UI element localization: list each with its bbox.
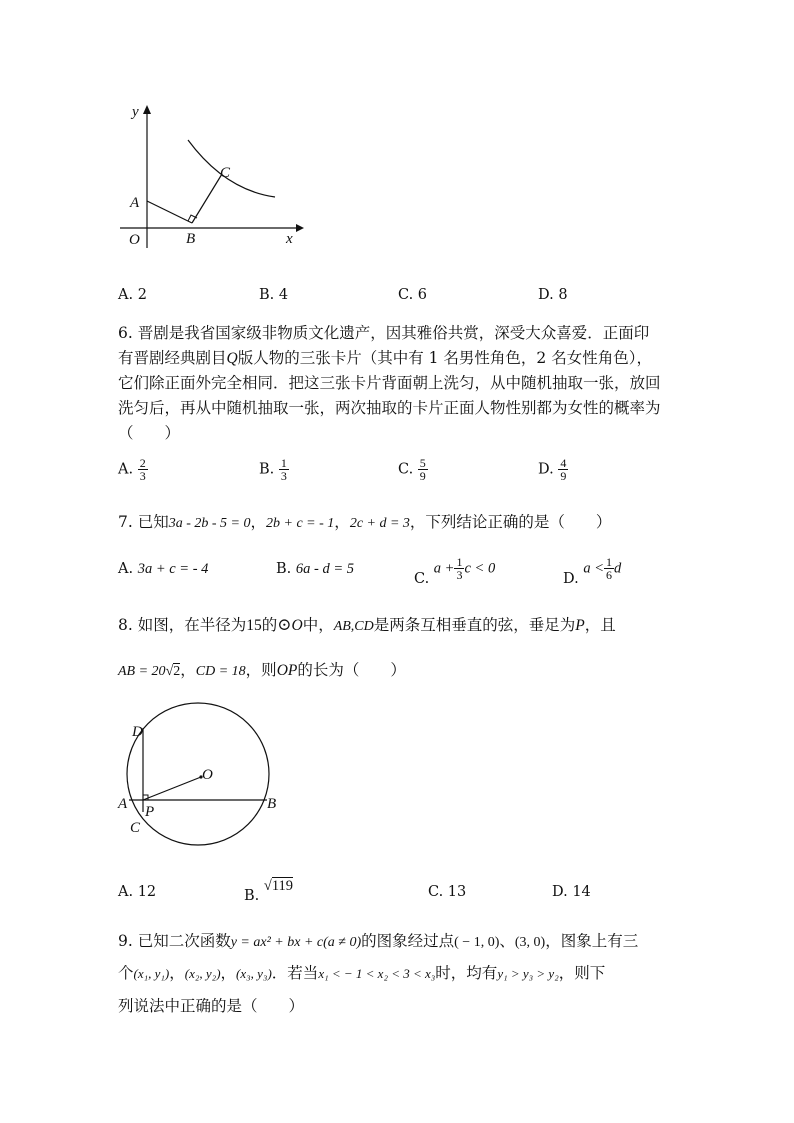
q6-line-4: 洗匀后，再从中随机抽取一张，两次抽取的卡片正面人物性别都为女性的概率为 <box>118 399 661 417</box>
circle-o <box>127 703 269 845</box>
label-x: x <box>286 231 293 247</box>
q6-option-b: B. $\frac{1}{3}$ <box>259 456 287 483</box>
q7-option-a: A. 3a + c = - 4 <box>118 561 209 577</box>
q6-line-3: 它们除正面外完全相同．把这三张卡片背面朝上洗匀，从中随机抽取一张，放回 <box>118 374 661 392</box>
label-b: B <box>186 231 196 247</box>
q8-line-2: AB = 20√2，CD = 18，则OP的长为（ ） <box>118 661 406 679</box>
q6-option-a: A. $\frac{2}{3}$ <box>118 456 146 483</box>
q7-option-c: C. a + $\frac{1}{3}$ c < 0 <box>414 555 496 587</box>
q8-option-d: D. 14 <box>552 884 591 900</box>
q5-option-d: D. 8 <box>538 287 568 303</box>
label-a: A <box>118 796 128 812</box>
segment-bc <box>192 174 222 223</box>
segment-ab <box>147 201 192 223</box>
label-c: C <box>220 165 231 181</box>
segment-op <box>143 777 201 800</box>
q9-line-2: 个(x₁, y₁)，(x₂, y₂)，(x₃, y₃)．若当x₁ < − 1 < x₂ < 3 < x₃时，均有y₁ > y₃ > y₂，则下 <box>118 964 606 982</box>
q5-option-b: B. 4 <box>259 287 289 303</box>
label-c: C <box>130 820 141 836</box>
q9-line-1: 9. 已知二次函数y = ax² + bx + c(a ≠ 0)的图象经过点( − 1, 0)、(3, 0)，图象上有三 <box>118 932 639 950</box>
q9-line-3: 列说法中正确的是（ ） <box>118 997 305 1015</box>
q8-option-c: C. 13 <box>428 884 467 900</box>
hyperbola-curve <box>188 140 275 197</box>
q6-line-2: 有晋剧经典剧目Q版人物的三张卡片（其中有 1 名男性角色，2 名女性角色）， <box>118 349 652 367</box>
q7-option-d: D. a < $\frac{1}{6}$ d <box>563 555 622 587</box>
q6-option-d: D. $\frac{4}{9}$ <box>538 456 567 483</box>
q7-stem: 7. 已知3a - 2b - 5 = 0，2b + c = - 1，2c + d = 3，下列结论正确的是（ ） <box>118 513 612 531</box>
figure-1-graph <box>110 100 310 250</box>
q6-line-5: （ ） <box>118 424 181 442</box>
q8-line-1: 8. 如图，在半径为15的⊙O中，AB,CD是两条互相垂直的弦，垂足为P，且 <box>118 615 616 634</box>
q5-option-c: C. 6 <box>398 287 428 303</box>
label-a: A <box>130 195 140 211</box>
label-y: y <box>132 104 139 120</box>
label-o: O <box>202 767 213 783</box>
label-o: O <box>129 232 140 248</box>
q6-option-c: C. $\frac{5}{9}$ <box>398 456 426 483</box>
label-p: P <box>145 804 155 820</box>
q8-option-b: B. √119 <box>244 878 294 904</box>
q8-option-a: A. 12 <box>118 884 157 900</box>
q5-option-a: A. 2 <box>118 287 147 303</box>
figure-2-circle <box>112 700 292 850</box>
x-axis-arrow <box>296 224 304 232</box>
y-axis-arrow <box>143 105 151 114</box>
q7-option-b: B. 6a - d = 5 <box>276 561 354 577</box>
label-b: B <box>267 796 277 812</box>
label-d: D <box>132 724 143 740</box>
q6-line-1: 6. 晋剧是我省国家级非物质文化遗产，因其雅俗共赏，深受大众喜爱．正面印 <box>118 324 650 342</box>
